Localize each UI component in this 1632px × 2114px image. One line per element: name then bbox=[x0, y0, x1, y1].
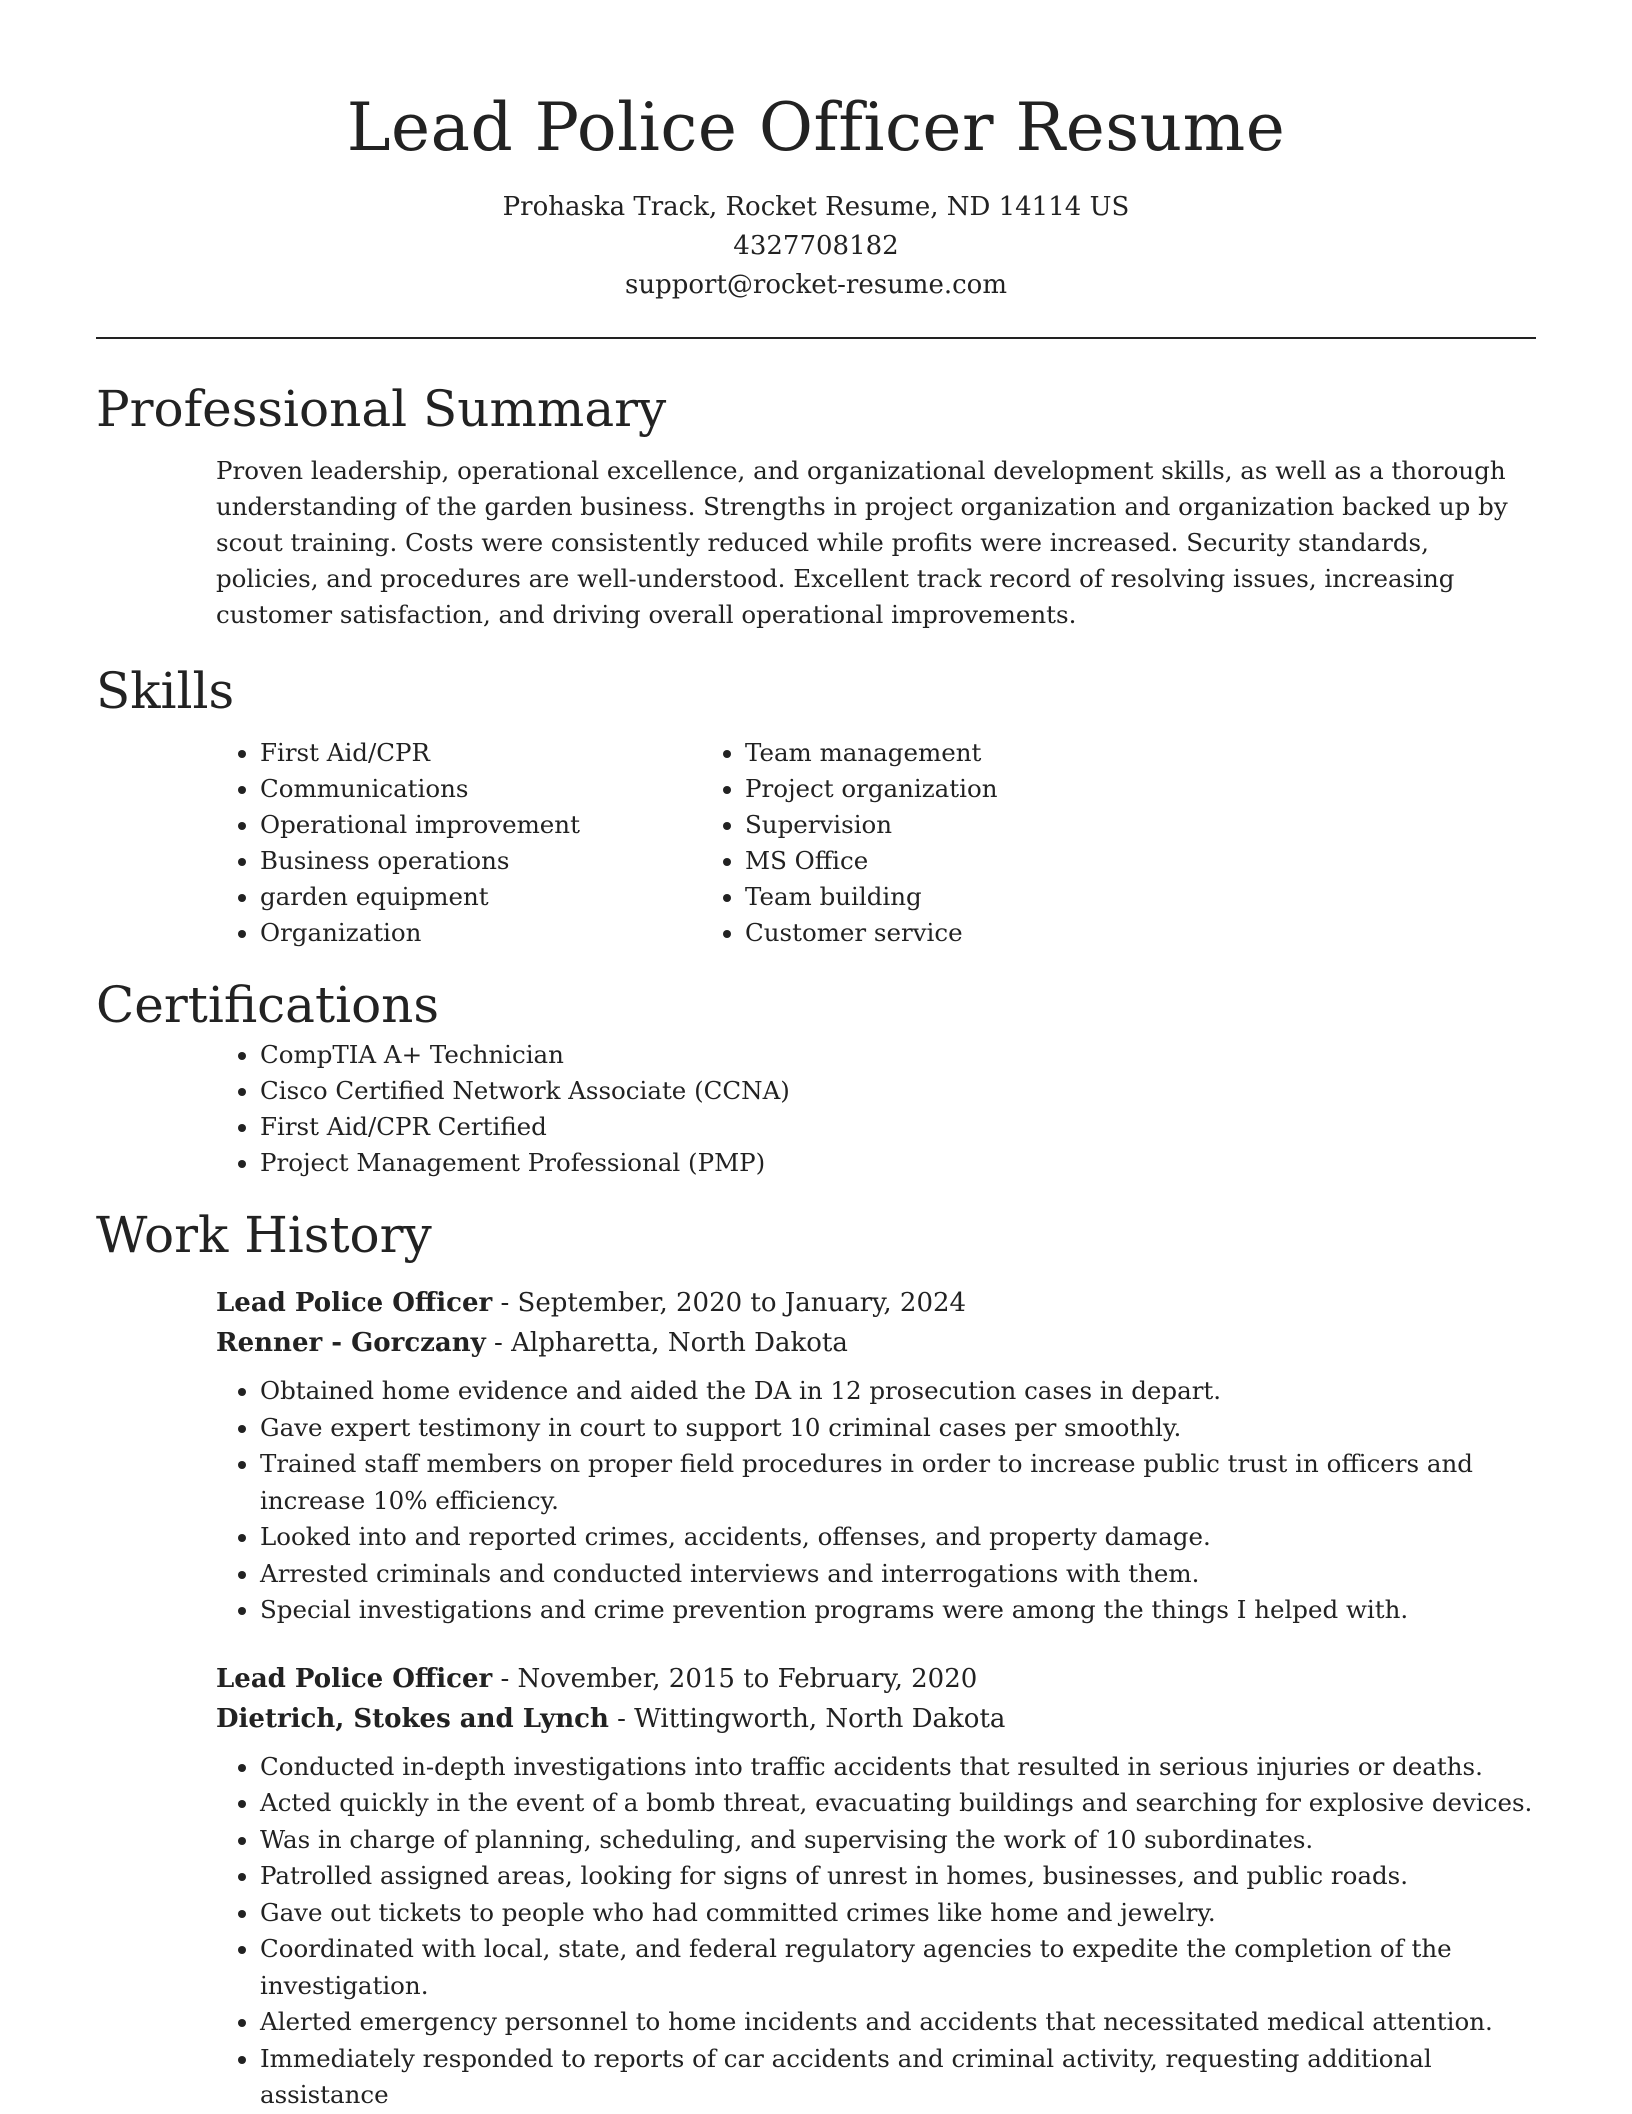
contact-info bbox=[96, 188, 1536, 305]
job-entry bbox=[216, 1659, 1536, 2114]
certification-item: • First Aid/CPR Certified bbox=[260, 1109, 1536, 1145]
job-company: Dietrich, Stokes and Lynch bbox=[216, 1703, 609, 1734]
email-text: support@rocket-resume.com bbox=[624, 270, 1007, 300]
summary-text: Proven leadership, operational excellence, and organizational development skills, as well as a thorough understanding of the garden business. Strengths in project organization and organization backed up by scout training. Costs were consistently reduced while profits were increased. Security standards, policies, and procedures are well-understood. Excellent track record of resolving issues, increasing customer satisfaction, and driving overall operational improvements. bbox=[216, 456, 1508, 629]
job-bullet: • Was in charge of planning, scheduling, and supervising the work of 10 subordinates. bbox=[260, 1822, 1536, 1859]
work-history-heading: Work History bbox=[96, 1206, 432, 1264]
job-bullet: • Arrested criminals and conducted interviews and interrogations with them. bbox=[260, 1556, 1536, 1593]
skill-item: • MS Office bbox=[745, 843, 1230, 879]
skills-column-left bbox=[96, 735, 745, 951]
job-title-line bbox=[216, 1283, 1536, 1323]
skill-item: • Organization bbox=[260, 915, 745, 951]
skill-item: • garden equipment bbox=[260, 879, 745, 915]
skill-item: • Supervision bbox=[745, 807, 1230, 843]
skill-item: • Project organization bbox=[745, 771, 1230, 807]
job-dates: - September, 2020 to January, 2024 bbox=[492, 1288, 967, 1318]
job-dates: - November, 2015 to February, 2020 bbox=[492, 1663, 978, 1694]
job-role: Lead Police Officer bbox=[216, 1663, 493, 1694]
job-bullet: • Conducted in-depth investigations into traffic accidents that resulted in serious injuries or deaths. bbox=[260, 1749, 1536, 1786]
skill-item: • Communications bbox=[260, 771, 745, 807]
job-entry bbox=[216, 1283, 1536, 1629]
job-company-line bbox=[216, 1323, 1536, 1363]
skills-heading: Skills bbox=[96, 662, 235, 720]
job-bullet: • Obtained home evidence and aided the DA in 12 prosecution cases in depart. bbox=[260, 1373, 1536, 1410]
job-bullet: • Coordinated with local, state, and federal regulatory agencies to expedite the completion of the investigation. bbox=[260, 1931, 1536, 2004]
job-bullet: • Gave out tickets to people who had committed crimes like home and jewelry. bbox=[260, 1895, 1536, 1932]
job-company-line bbox=[216, 1699, 1536, 1739]
job-bullet: • Special investigations and crime prevention programs were among the things I helped with. bbox=[260, 1592, 1536, 1629]
certification-item: • Project Management Professional (PMP) bbox=[260, 1145, 1536, 1181]
job-bullets bbox=[216, 1373, 1536, 1629]
job-bullet: • Acted quickly in the event of a bomb threat, evacuating buildings and searching for explosive devices. bbox=[260, 1785, 1536, 1822]
job-bullets bbox=[216, 1749, 1536, 2114]
address-text: Prohaska Track, Rocket Resume, ND 14114 US bbox=[502, 192, 1130, 222]
job-location: - Wittingworth, North Dakota bbox=[608, 1703, 1006, 1734]
skill-item: • Team management bbox=[745, 735, 1230, 771]
certifications-heading: Certifications bbox=[96, 976, 440, 1034]
skill-item: • Operational improvement bbox=[260, 807, 745, 843]
certification-item: • Cisco Certified Network Associate (CCNA) bbox=[260, 1073, 1536, 1109]
job-bullet: • Gave expert testimony in court to support 10 criminal cases per smoothly. bbox=[260, 1410, 1536, 1447]
phone-text: 4327708182 bbox=[733, 231, 899, 261]
resume-page bbox=[96, 0, 1536, 2114]
job-bullet: • Looked into and reported crimes, accidents, offenses, and property damage. bbox=[260, 1519, 1536, 1556]
skills-column-right bbox=[745, 735, 1230, 951]
summary-heading: Professional Summary bbox=[96, 380, 667, 438]
page-title: Lead Police Officer Resume bbox=[346, 89, 1286, 166]
skill-item: • Team building bbox=[745, 879, 1230, 915]
certification-item: • CompTIA A+ Technician bbox=[260, 1037, 1536, 1073]
job-bullet: • Trained staff members on proper field procedures in order to increase public trust in officers and increase 10% efficiency. bbox=[260, 1446, 1536, 1519]
resume-header bbox=[96, 0, 1536, 305]
certifications-list bbox=[96, 1037, 1536, 1181]
header-divider bbox=[96, 337, 1536, 339]
skills-list bbox=[96, 735, 1536, 951]
skill-item: • First Aid/CPR bbox=[260, 735, 745, 771]
job-title-line bbox=[216, 1659, 1536, 1699]
job-company: Renner - Gorczany bbox=[216, 1328, 486, 1358]
skill-item: • Business operations bbox=[260, 843, 745, 879]
job-location: - Alpharetta, North Dakota bbox=[485, 1328, 848, 1358]
job-bullet: • Alerted emergency personnel to home incidents and accidents that necessitated medical attention. bbox=[260, 2004, 1536, 2041]
job-bullet: • Patrolled assigned areas, looking for signs of unrest in homes, businesses, and public roads. bbox=[260, 1858, 1536, 1895]
job-bullet: • Immediately responded to reports of car accidents and criminal activity, requesting additional assistance bbox=[260, 2041, 1536, 2114]
job-role: Lead Police Officer bbox=[216, 1288, 493, 1318]
skill-item: • Customer service bbox=[745, 915, 1230, 951]
